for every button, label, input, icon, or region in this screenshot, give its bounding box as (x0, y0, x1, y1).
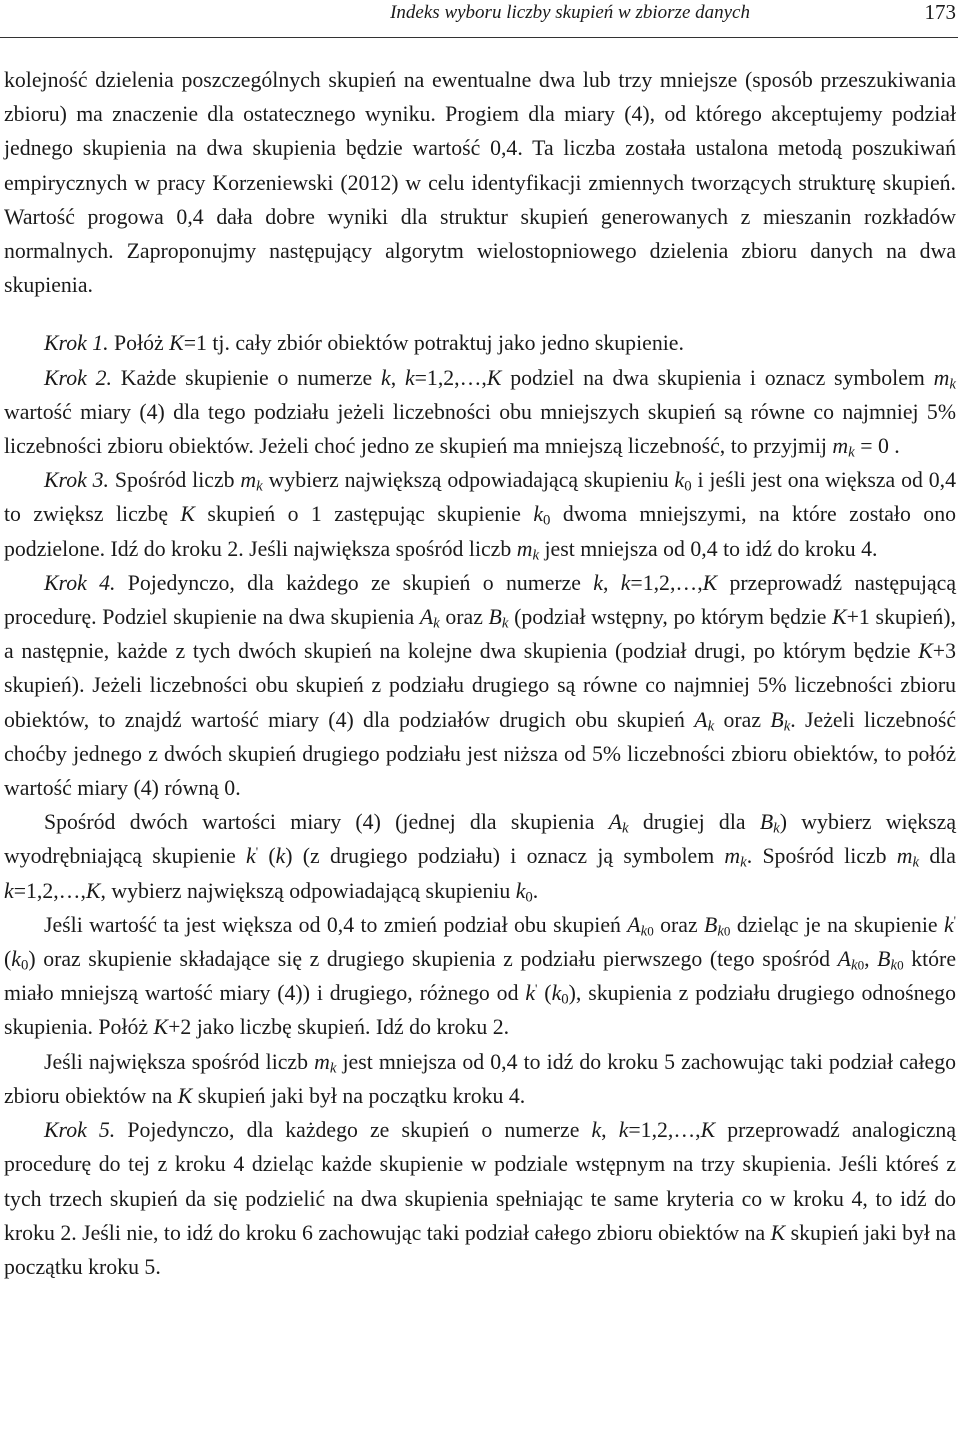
text-run: k (533, 502, 544, 527)
text-run: 0 (897, 957, 904, 973)
text-run: , (601, 1118, 619, 1143)
text-run: m (933, 365, 950, 390)
text-run: k (740, 855, 747, 872)
text-run: Krok 2. (44, 365, 112, 390)
text-run: k (525, 981, 536, 1006)
text-run: i jeśli jest ona większa od 0,4 to zwiększ liczbę (4, 468, 956, 527)
text-run: K (702, 570, 718, 595)
text-run: k (848, 444, 855, 461)
text-run: k (783, 718, 791, 735)
text-run: B (488, 605, 502, 630)
text-run: k (943, 912, 954, 937)
text-run: skupień jaki był na początku kroku 4. (192, 1083, 526, 1108)
text-run: , wybierz największą odpowiadającą skupieniu (100, 878, 516, 903)
text-run: dzieląc je na skupienie (730, 912, 944, 937)
text-run: m (240, 468, 257, 493)
text-run: k (640, 923, 648, 940)
text-run: m (516, 536, 533, 561)
text-run: 0 (857, 957, 865, 973)
text-run: ) (z drugiego podziału) i oznacz ją symbolem (285, 844, 725, 869)
text-run: które miało mniejszą wartość miary (4)) i drugiego, różnego od (4, 947, 956, 1006)
text-run: m (724, 844, 741, 869)
text-run: , (390, 365, 405, 390)
text-run: 0 (647, 923, 654, 939)
text-run: ) oraz skupienie składające się z drugiego skupienia z podziału pierwszego (tego spośród (28, 947, 838, 972)
text-run: ( (258, 844, 276, 869)
text-run: Pojedynczo, dla każdego ze skupień o numerze (115, 1118, 592, 1143)
text-run: podziel na dwa skupienia i oznacz symbolem (501, 365, 934, 390)
text-run: K (700, 1118, 716, 1143)
text-run: B (759, 810, 774, 835)
text-run: =1,2,…, (630, 570, 703, 595)
algorithm-step-1 (4, 326, 956, 360)
text-run: k (246, 844, 256, 869)
text-run: Pojedynczo, dla każdego ze skupień o numerze (115, 570, 594, 595)
text-run: 0 (525, 889, 533, 906)
text-run: =1 tj. cały zbiór obiektów potraktuj jako jedno skupienie. (183, 331, 684, 356)
text-run: k (850, 957, 858, 974)
text-run: k (433, 615, 440, 632)
text-run: K (918, 639, 933, 664)
text-run: Połóż (108, 331, 170, 356)
text-run: jest mniejsza od 0,4 to idź do kroku 4. (539, 536, 878, 561)
text-run: m (314, 1049, 330, 1074)
text-run: ( (4, 947, 12, 972)
text-run: ' (953, 912, 956, 928)
text-run: (podział wstępny, po którym będzie (508, 605, 833, 630)
text-run: k (707, 718, 715, 735)
text-run: , (864, 947, 878, 972)
text-run: k (501, 615, 509, 632)
text-run: B (770, 707, 784, 732)
text-run: oraz (653, 912, 705, 937)
text-run: +3 skupień). Jeżeli liczebności obu skupień z podziału drugiego są równe co najmniej 5% liczebności zbioru obiektów, to znajdź wartość miary (4) dla podziałów drugich obu skupień (4, 639, 956, 732)
text-run: wybierz największą odpowiadającą skupieniu (262, 468, 675, 493)
paragraph (4, 63, 956, 302)
text-run: ' (255, 844, 259, 860)
page-number: 173 (924, 0, 956, 24)
text-run: Krok 4. (44, 570, 116, 595)
text-run: Jeśli największa spośród liczb (44, 1049, 315, 1074)
text-run: =1,2,…, (628, 1118, 701, 1143)
algorithm-step-4 (4, 566, 956, 805)
text-run: 0 (684, 478, 692, 495)
text-run: 0 (543, 513, 551, 530)
paragraph (4, 908, 956, 1045)
body-text (4, 63, 956, 1284)
text-run: A (419, 605, 434, 630)
text-run: Każde skupienie o numerze (111, 365, 381, 390)
text-run: k (532, 547, 540, 564)
text-run: k (717, 923, 724, 940)
text-run: = 0 . (854, 434, 900, 459)
text-run: skupień jaki był na początku kroku 5. (4, 1220, 957, 1279)
text-run: k (674, 468, 685, 493)
text-run: dwoma mniejszymi, na które zostało ono podzielone. Idź do kroku 2. Jeśli największa spośród liczb (4, 502, 956, 561)
text-run: k (620, 570, 631, 595)
text-run: K (153, 1015, 169, 1040)
text-run: k (329, 1060, 337, 1077)
text-run: k (593, 570, 603, 595)
text-run: oraz (439, 605, 489, 630)
text-run: k (591, 1118, 602, 1143)
text-run: oraz (714, 707, 771, 732)
text-run: k (256, 478, 263, 495)
text-run: 0 (561, 991, 569, 1008)
algorithm-step-3 (4, 463, 956, 566)
text-run: k (618, 1118, 629, 1143)
text-run: k (551, 981, 562, 1006)
text-run: K (832, 605, 847, 630)
algorithm-step-2 (4, 361, 956, 464)
algorithm-step-5 (4, 1113, 956, 1284)
text-run: wartość miary (4) dla tego podziału jeżeli liczebności obu mniejszych skupień są równe co najmniej 5% liczebności zbioru obiektów. Jeżeli choć jedno ze skupień ma mniejszą liczebność, to przyjmij (4, 399, 956, 459)
text-run: B (877, 947, 891, 972)
text-run: Krok 3. (44, 468, 109, 493)
text-run: K (770, 1220, 786, 1245)
text-run: k (275, 844, 286, 869)
text-run: 0 (723, 923, 731, 939)
text-run: k (912, 855, 920, 872)
text-run: przeprowadź następującą procedurę. Podziel skupienie na dwa skupienia (4, 570, 956, 630)
text-run: A (837, 947, 851, 972)
text-run: k (381, 365, 391, 390)
text-run: . Spośród liczb (746, 844, 897, 869)
text-run: , (602, 570, 621, 595)
header-rule (0, 37, 958, 38)
text-run: A (627, 912, 641, 937)
text-run: K (85, 878, 101, 903)
text-run: k (4, 878, 14, 903)
text-run: drugiej dla (628, 810, 760, 835)
text-run: A (608, 810, 623, 835)
paragraph (4, 1045, 956, 1113)
text-run: A (694, 707, 708, 732)
text-run: kolejność dzielenia poszczególnych skupień na ewentualne dwa lub trzy mniejsze (sposób przeszukiwania zbioru) ma znaczenie dla ostatecznego wyniku. Progiem dla miary (4), od którego akceptujemy podział jednego skupienia na dwa skupienia będzie wartość 0,4. Ta liczba została ustalona metodą poszukiwań empirycznych w pracy Korzeniewski (2012) w celu identyfikacji zmiennych tworzących strukturę skupień. Wartość progowa 0,4 dała dobre wyniki dla struktur skupień generowanych z mieszanin rozkładów normalnych. Zaproponujmy następujący algorytm wielostopniowego dzielenia zbioru danych na dwa skupienia. (4, 68, 956, 298)
text-run: =1,2,…, (414, 365, 487, 390)
text-run: k (404, 365, 415, 390)
text-run: =1,2,…, (13, 878, 86, 903)
text-run: . Jeżeli liczebność choćby jednego z dwóch skupień drugiego podziału jest niższa od 5% liczebności zbioru obiektów, to połóż wartość miary (4) równą 0. (4, 707, 956, 801)
text-run: ) wybierz większą wyodrębniającą skupienie (4, 810, 956, 869)
text-run: . (532, 878, 539, 903)
text-run: K (180, 502, 195, 527)
text-run: 0 (20, 957, 29, 974)
text-run: Jeśli wartość ta jest większa od 0,4 to zmień podział obu skupień (44, 912, 628, 937)
text-run: ( (537, 981, 552, 1006)
text-run: jest mniejsza od 0,4 to idź do kroku 5 zachowując taki podział całego zbioru obiektów na (4, 1049, 956, 1108)
text-run: K (486, 365, 502, 390)
text-run: k (11, 947, 21, 972)
paragraph (4, 805, 956, 908)
text-run: ' (535, 981, 538, 997)
running-header (0, 0, 958, 34)
text-run: k (949, 376, 956, 393)
text-run: k (890, 957, 898, 974)
text-run: Krok 5. (44, 1118, 116, 1143)
text-run: +1 skupień), a następnie, każde z tych dwóch skupień na kolejne dwa skupienia (podział drugi, po którym będzie (4, 605, 956, 664)
text-run: przeprowadź analogiczną procedurę do tej z kroku 4 dzieląc każde skupienie w podziale wstępnym na trzy skupienia. Jeśli któreś z tych trzech skupień da się podzielić na dwa skupienia spełniając te same kryteria co w kroku 4, to idź do kroku 2. Jeśli nie, to idź do kroku 6 zachowując taki podział całego zbioru obiektów na (4, 1118, 956, 1245)
text-run: skupień o 1 zastępując skupienie (194, 502, 534, 527)
text-run: k (515, 878, 526, 903)
text-run: K (169, 331, 184, 356)
text-run: Spośród liczb (109, 468, 241, 493)
text-run: Spośród dwóch wartości miary (4) (jednej dla skupienia (44, 810, 609, 835)
text-run: K (177, 1083, 193, 1108)
text-run: ), skupienia z podziału drugiego odnośnego skupienia. Połóż (4, 981, 956, 1040)
text-run: dla (919, 844, 956, 869)
running-title: Indeks wyboru liczby skupień w zbiorze danych (390, 2, 750, 23)
text-run: k (622, 820, 629, 837)
text-run: k (773, 820, 780, 837)
text-run: +2 jako liczbę skupień. Idź do kroku 2. (168, 1015, 510, 1040)
text-run: B (704, 912, 718, 937)
text-run: m (832, 434, 849, 459)
text-run: m (896, 844, 913, 869)
text-run: Krok 1. (44, 331, 109, 356)
